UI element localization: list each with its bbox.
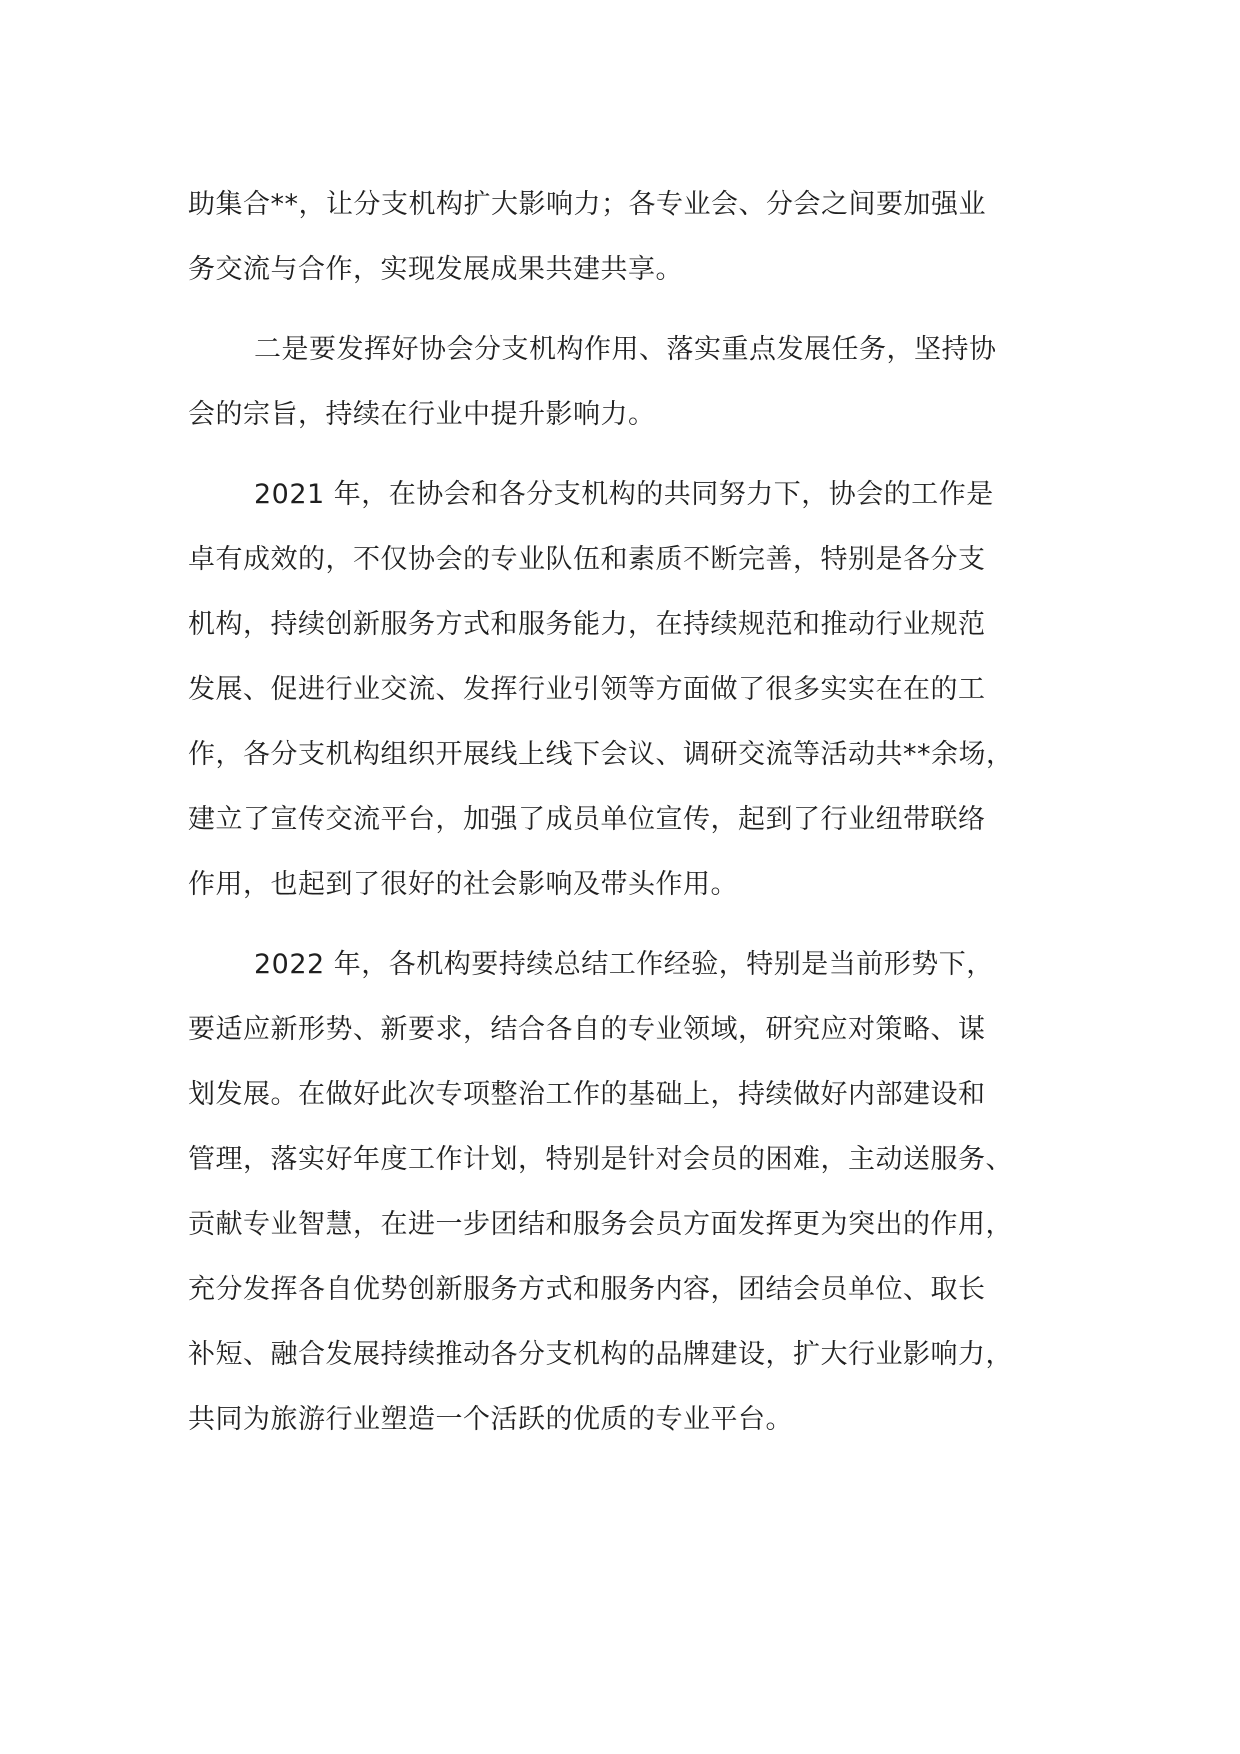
paragraph-line: 务交流与合作，实现发展成果共建共享。: [188, 254, 683, 285]
paragraph-line: 补短、融合发展持续推动各分支机构的品牌建设，扩大行业影响力，: [188, 1339, 1013, 1370]
paragraph-line: 建立了宣传交流平台，加强了成员单位宣传，起到了行业纽带联络: [188, 804, 986, 835]
paragraph-line: 充分发挥各自优势创新服务方式和服务内容，团结会员单位、取长: [188, 1274, 986, 1305]
paragraph-line: 作，各分支机构组织开展线上线下会议、调研交流等活动共**余场，: [188, 739, 1014, 770]
paragraph-line: 要适应新形势、新要求，结合各自的专业领域，研究应对策略、谋: [188, 1014, 986, 1045]
paragraph-1: [188, 172, 1068, 302]
paragraph-line: 二是要发挥好协会分支机构作用、落实重点发展任务，坚持协: [254, 334, 997, 365]
paragraph-line: 2022 年，各机构要持续总结工作经验，特别是当前形势下，: [254, 949, 994, 980]
paragraph-line: 发展、促进行业交流、发挥行业引领等方面做了很多实实在在的工: [188, 674, 986, 705]
document-body: [188, 172, 1068, 1452]
paragraph-line: 会的宗旨，持续在行业中提升影响力。: [188, 399, 656, 430]
paragraph-line: 助集合**，让分支机构扩大影响力；各专业会、分会之间要加强业: [188, 189, 986, 220]
paragraph-4: [188, 932, 1068, 1452]
paragraph-line: 卓有成效的，不仅协会的专业队伍和素质不断完善，特别是各分支: [188, 544, 986, 575]
paragraph-3: [188, 462, 1068, 917]
paragraph-line: 管理，落实好年度工作计划，特别是针对会员的困难，主动送服务、: [188, 1144, 1013, 1175]
paragraph-line: 作用，也起到了很好的社会影响及带头作用。: [188, 869, 738, 900]
paragraph-line: 贡献专业智慧，在进一步团结和服务会员方面发挥更为突出的作用，: [188, 1209, 1013, 1240]
paragraph-2: [188, 317, 1068, 447]
paragraph-line: 2021 年，在协会和各分支机构的共同努力下，协会的工作是: [254, 479, 994, 510]
paragraph-line: 划发展。在做好此次专项整治工作的基础上，持续做好内部建设和: [188, 1079, 986, 1110]
paragraph-line: 共同为旅游行业塑造一个活跃的优质的专业平台。: [188, 1404, 793, 1435]
paragraph-line: 机构，持续创新服务方式和服务能力，在持续规范和推动行业规范: [188, 609, 986, 640]
